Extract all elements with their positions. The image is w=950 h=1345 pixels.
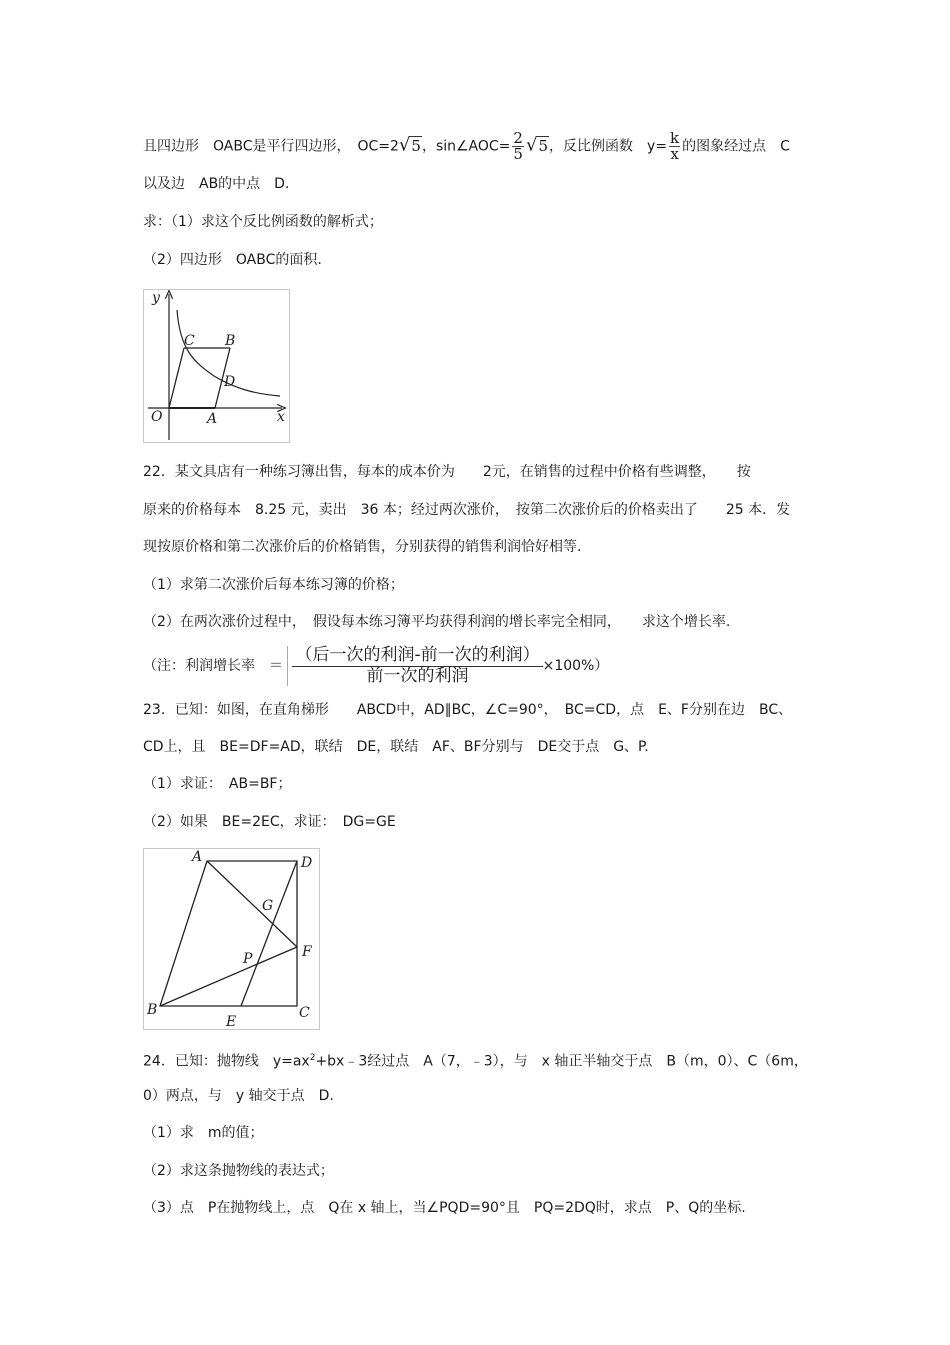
q23-line1: 23．已知：如图，在直角梯形 ABCD中，AD∥BC，∠C=90°， BC=CD，点 E、F分别在边 BC、 [143,702,793,718]
label-x: x [277,409,285,425]
label-y: y [152,290,160,306]
q21-text-a: 且四边形 OABC是平行四边形， OC=2 [143,138,399,155]
label-c: C [299,1005,310,1021]
q22-line1: 22．某文具店有一种练习簿出售，每本的成本价为 2元，在销售的过程中价格有些调整， 按 [143,464,751,480]
q23-line2: CD上，且 BE=DF=AD，联结 DE，联结 AF、BF分别与 DE交于点 G、P. [143,739,649,755]
note-numerator: （后一次的利润-前一次的利润） [292,646,542,667]
q21-text-d: 的图象经过点 C [682,138,790,155]
q21-line1 [143,131,820,162]
q23-figure [143,848,320,1030]
q23-line4: （2）如果 BE=2EC，求证： DG=GE [143,814,396,830]
fraction-numerator: k [670,129,680,147]
fraction-numerator: 2 [513,129,523,147]
label-b: B [147,1002,158,1018]
q22-line3: 现按原价格和第二次涨价后的价格销售，分别获得的销售利润恰好相等. [143,539,582,555]
q21-text-c: ，反比例函数 y= [549,138,668,155]
q22-note-prefix: （注：利润增长率 ＝ [143,658,283,674]
q21-radicand-1: 5 [411,136,421,155]
label-c: C [184,333,195,349]
q24-line5: （3）点 P在抛物线上，点 Q在 x 轴上，当∠PQD=90°且 PQ=2DQ时，求点 P、Q的坐标. [143,1200,746,1216]
q22-line5: （2）在两次涨价过程中， 假设每本练习簿平均获得利润的增长率完全相同， 求这个增长率. [143,614,731,630]
fraction-denominator: 5 [513,145,523,163]
fraction-denominator: x [670,145,679,163]
q23-line3: （1）求证： AB=BF； [143,776,292,792]
note-denominator: 前一次的利润 [366,665,469,686]
q21-line3: 求：（1）求这个反比例函数的解析式； [143,214,383,230]
q24-line3: （1）求 m的值； [143,1125,264,1141]
q21-figure-svg [144,290,289,442]
q24-line1 [143,1048,820,1072]
q24-text-b: +bx﹣3经过点 A（7，﹣3），与 x 轴正半轴交于点 B（m，0）、C（6m， [315,1053,808,1070]
q21-radicand-2: 5 [538,136,548,155]
segment-de [241,861,297,1006]
trapezoid-abcd [160,861,297,1006]
label-e: E [226,1014,237,1029]
label-o: O [151,409,163,425]
q21-fraction-k-over-x [669,131,680,162]
q24-text-a: 24．已知：抛物线 y=ax [143,1053,310,1070]
q24-line4: （2）求这条抛物线的表达式； [143,1163,334,1179]
label-b: B [225,333,236,349]
q23-figure-svg [144,849,319,1029]
q21-text-b: ，sin∠AOC= [421,138,511,155]
label-p: P [243,951,253,967]
label-d: D [224,374,236,390]
q22-note-suffix: ×100%） [542,658,609,674]
label-a: A [207,411,218,427]
q22-line2: 原来的价格每本 8.25 元，卖出 36 本；经过两次涨价， 按第二次涨价后的价格卖出了 25 本．发 [143,502,791,518]
label-g: G [262,898,274,914]
q22-line4: （1）求第二次涨价后每本练习簿的价格； [143,577,404,593]
label-f: F [302,944,312,960]
label-d: D [301,855,313,871]
q22-note-fraction [287,646,542,686]
q24-exponent: 2 [309,1053,316,1063]
segment-oc [169,348,184,408]
segment-af [207,861,297,947]
q21-figure [143,289,290,443]
radical-sign: √ [398,134,411,156]
q24-line2: 0）两点，与 y 轴交于点 D. [143,1088,334,1104]
q21-line2: 以及边 AB的中点 D. [143,176,290,192]
q22-note [143,645,820,687]
segment-bf [160,947,297,1006]
q21-fraction-two-fifths [512,131,524,162]
radical-sign: √ [525,134,538,156]
q21-line4: （2）四边形 OABC的面积. [143,252,322,268]
label-a: A [192,849,203,865]
